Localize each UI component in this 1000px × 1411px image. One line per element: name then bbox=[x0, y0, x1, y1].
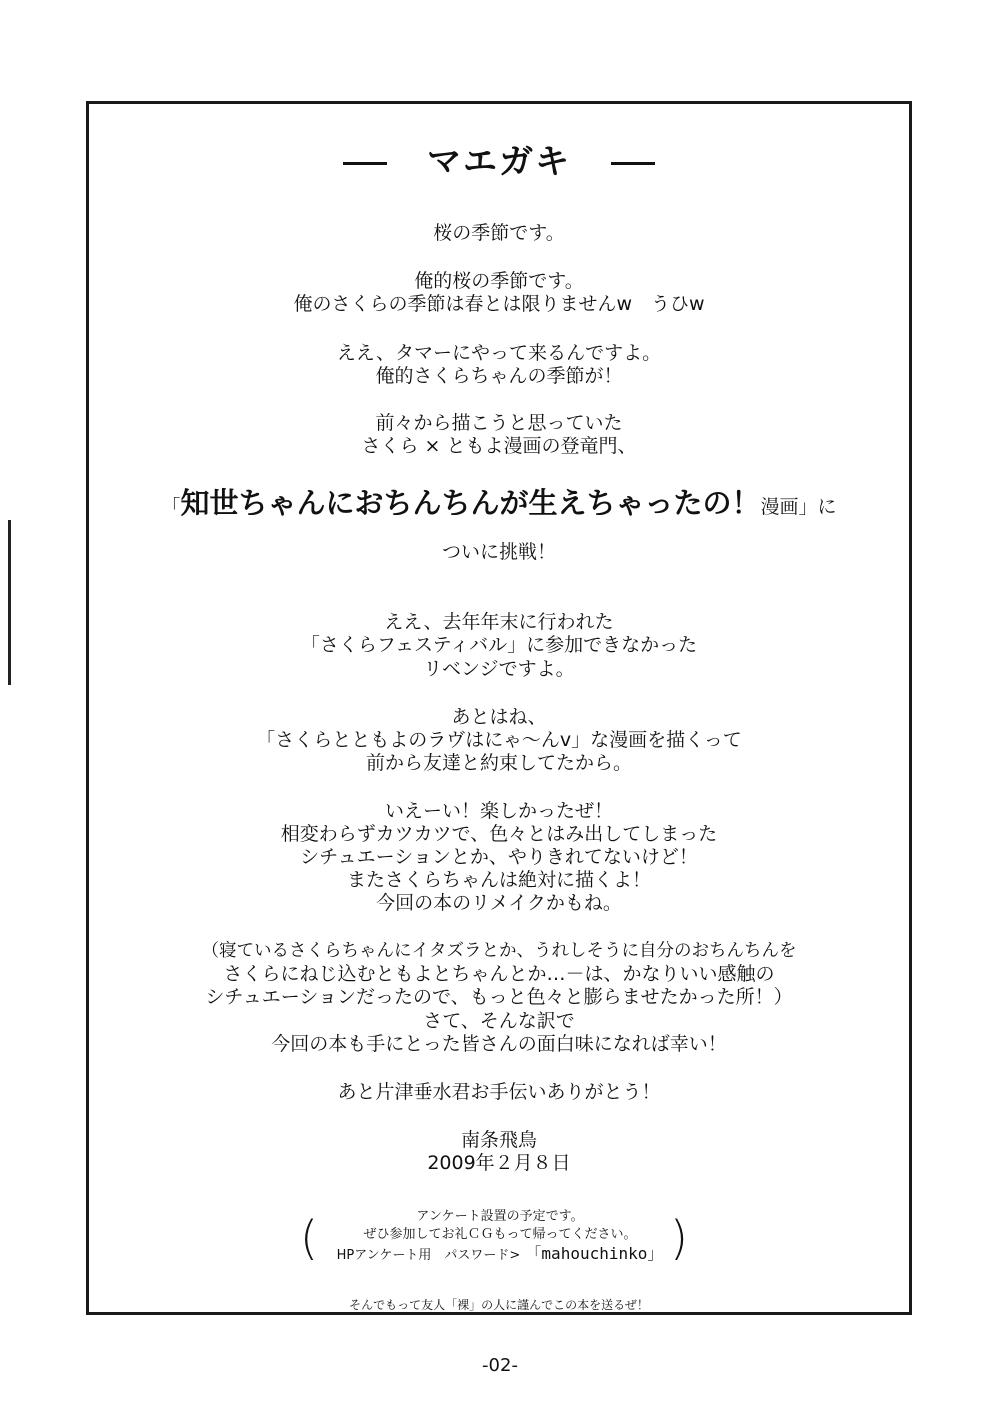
author-date: 2009年２月８日 bbox=[427, 1152, 571, 1174]
text-line: さくらにねじ込むともよとちゃんとか…－は、かなりいい感触の bbox=[223, 963, 775, 985]
title-dash-right bbox=[611, 162, 655, 165]
text-line: 前から友達と約束してたから。 bbox=[365, 752, 632, 774]
title-text: マエガキ bbox=[427, 142, 571, 182]
text-line: シチュエーションだったので、もっと色々と膨らませたかった所！） bbox=[205, 986, 793, 1008]
password-open-bracket: 「 bbox=[525, 1244, 542, 1263]
survey-password-line bbox=[300, 1241, 700, 1264]
text-line: （寝ているさくらちゃんにイタズラとか、うれしそうに自分のおちんちんを bbox=[201, 941, 797, 961]
survey-line-1: アンケート設置の予定です。 bbox=[416, 1209, 584, 1224]
highlight-open-bracket: 「 bbox=[161, 496, 181, 518]
highlight-suffix: 漫画」に bbox=[760, 496, 837, 518]
text-line: あとはね、 bbox=[451, 706, 547, 728]
author-name: 南条飛鳥 bbox=[460, 1129, 537, 1151]
title-dash-left bbox=[343, 162, 387, 165]
text-line: 相変わらずカツカツで、色々とはみ出してしまった bbox=[280, 823, 718, 845]
text-line: 前々から描こうと思っていた bbox=[375, 412, 623, 434]
survey-note bbox=[300, 1205, 700, 1269]
text-line: 今回の本のリメイクかもね。 bbox=[376, 892, 622, 914]
highlight-line bbox=[86, 487, 912, 523]
text-line: 今回の本も手にとった皆さんの面白味になれば幸い！ bbox=[271, 1033, 727, 1055]
text-line: リベンジですよ。 bbox=[423, 658, 575, 680]
password-close-bracket: 」 bbox=[647, 1244, 664, 1263]
text-line: 俺的さくらちゃんの季節が！ bbox=[375, 365, 623, 387]
text-line: さて、そんな訳で bbox=[423, 1010, 575, 1032]
survey-password-label: HPアンケート用 パスワード> bbox=[336, 1248, 521, 1263]
scan-edge-mark bbox=[8, 520, 11, 685]
text-line: ええ、タマーにやって来るんですよ。 bbox=[336, 342, 662, 364]
text-line: あと片津垂水君お手伝いありがとう！ bbox=[337, 1081, 661, 1103]
text-line: 俺的桜の季節です。 bbox=[414, 270, 584, 292]
survey-line-2: ぜひ参加してお礼ＣＧもって帰ってください。 bbox=[363, 1227, 637, 1242]
text-line: ついに挑戦！ bbox=[441, 541, 556, 563]
text-line: 俺のさくらの季節は春とは限りませんw うひw bbox=[293, 293, 705, 315]
text-line: 「さくらとともよのラヴはにゃ～んv」な漫画を描くって bbox=[256, 729, 742, 751]
closing-note: そんでもって友人「裸」の人に謹んでこの本を送るぜ！ bbox=[349, 1298, 649, 1312]
page-number: -02- bbox=[482, 1355, 518, 1376]
survey-password: mahouchinko bbox=[541, 1244, 648, 1263]
text-line: シチュエーションとか、やりきれてないけど！ bbox=[300, 846, 698, 868]
survey-paren-right: ) bbox=[670, 1211, 688, 1265]
survey-paren-left: ( bbox=[300, 1211, 318, 1265]
page-title bbox=[86, 134, 912, 183]
text-line: 「さくらフェスティバル」に参加できなかった bbox=[300, 634, 698, 656]
text-line: またさくらちゃんは絶対に描くよ！ bbox=[346, 869, 651, 891]
text-line: 桜の季節です。 bbox=[433, 222, 565, 244]
highlight-title: 知世ちゃんにおちんちんが生えちゃったの！ bbox=[180, 486, 761, 520]
text-line: ええ、去年年末に行われた bbox=[384, 611, 614, 633]
text-line: さくら × ともよ漫画の登竜門、 bbox=[361, 435, 637, 457]
text-line: いえーい！楽しかったぜ！ bbox=[384, 800, 613, 822]
